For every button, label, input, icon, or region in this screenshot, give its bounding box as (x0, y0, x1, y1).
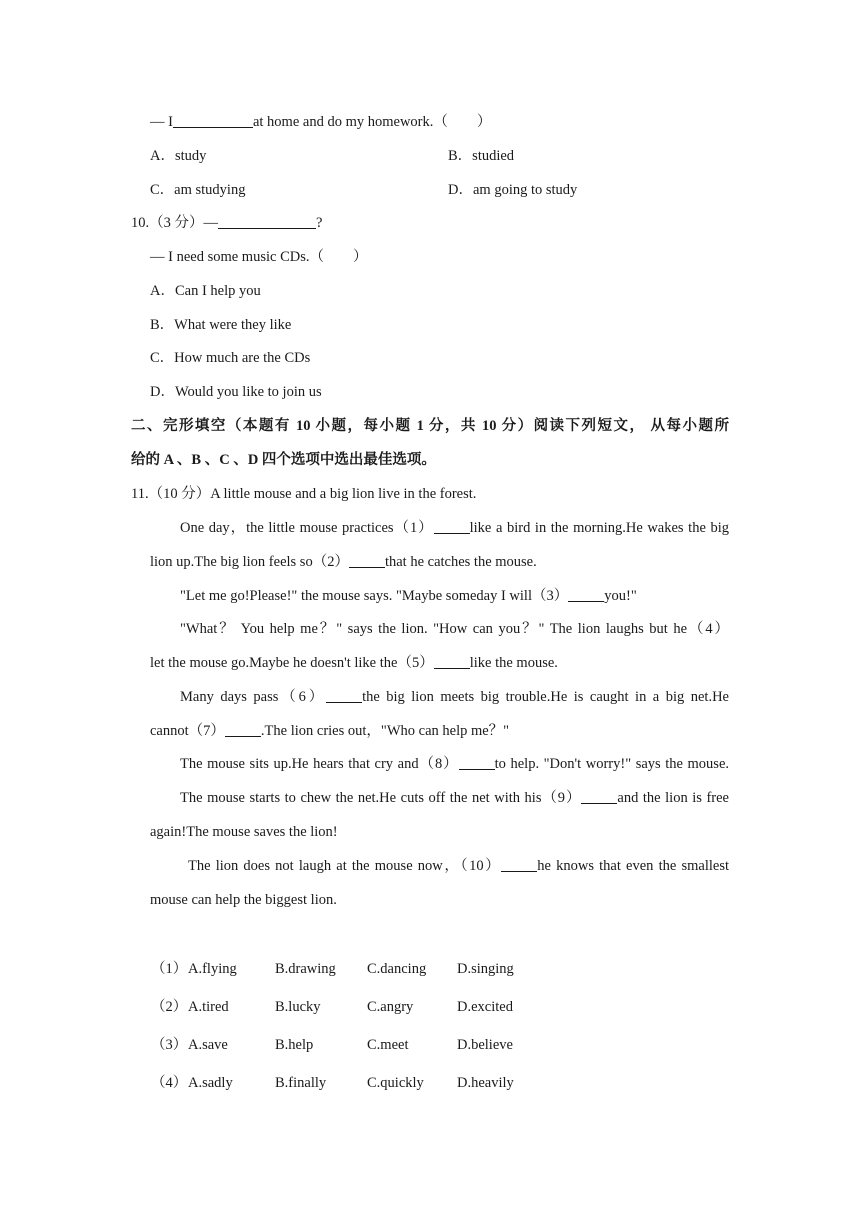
q10-option-b: B．What were they like (150, 317, 292, 333)
q9-option-c: C．am studying (150, 182, 246, 198)
passage-blank-7 (225, 722, 261, 737)
q10-answer-line: — I need some music CDs.（ ） (150, 249, 368, 265)
choice-number: （4） (151, 1075, 188, 1091)
choice-a: A.sadly (188, 1075, 233, 1091)
choice-number: （2） (151, 999, 188, 1015)
choice-d: D.believe (457, 1037, 513, 1053)
section2-heading-line2: 给的 A 、B 、C 、D 四个选项中选出最佳选项。 (131, 452, 436, 468)
choice-c: C.quickly (367, 1075, 424, 1091)
q11-paragraph1-line1: One day，the little mouse practices（1） like a bird in the morning.He wakes the big (180, 520, 729, 536)
choice-a: A.flying (188, 961, 237, 977)
choice-b: B.help (275, 1037, 314, 1053)
choice-number: （1） (151, 961, 188, 977)
passage-blank-2 (349, 553, 385, 568)
choice-number: （3） (151, 1037, 188, 1053)
q11-paragraph3-line2: let the mouse go.Maybe he doesn't like the（5） like the mouse. (150, 655, 558, 671)
choice-c: C.angry (367, 999, 414, 1015)
q10-head: 10.（3 分）— ? (131, 215, 323, 231)
choice-d: D.singing (457, 961, 514, 977)
q9-option-b: B．studied (448, 148, 515, 164)
choice-a: A.save (188, 1037, 228, 1053)
passage-blank-10 (501, 857, 537, 872)
q11-head: 11.（10 分）A little mouse and a big lion live in the forest. (131, 486, 477, 502)
q9-line-suffix: at home and do my homework.（ ） (252, 114, 492, 130)
choice-a: A.tired (188, 999, 229, 1015)
choice-d: D.heavily (457, 1075, 514, 1091)
q10-option-a: A．Can I help you (150, 283, 261, 299)
choice-b: B.finally (275, 1075, 327, 1091)
choice-d: D.excited (457, 999, 513, 1015)
q11-paragraph7-line1: The lion does not laugh at the mouse now，（10） he knows that even the smallest (188, 858, 729, 874)
choice-b: B.lucky (275, 999, 321, 1015)
q9-option-a: A．study (150, 148, 207, 164)
q9-answer-line (150, 112, 491, 132)
passage-blank-9 (581, 789, 617, 804)
q10-blank (218, 214, 316, 229)
q11-paragraph5: The mouse sits up.He hears that cry and（8） to help. "Don't worry!" says the mouse. (180, 756, 730, 772)
q11-paragraph6-line2: again!The mouse saves the lion! (150, 824, 338, 840)
q11-paragraph4-line1: Many days pass（6） the big lion meets big trouble.He is caught in a big net.He (180, 689, 729, 705)
q9-blank (173, 113, 253, 128)
q10-option-d: D．Would you like to join us (150, 384, 322, 400)
q9-option-d: D．am going to study (448, 182, 578, 198)
choice-c: C.dancing (367, 961, 427, 977)
q11-paragraph2: "Let me go!Please!" the mouse says. "Maybe someday I will（3） you!" (180, 588, 637, 604)
passage-blank-3 (568, 587, 604, 602)
q11-paragraph6-line1: The mouse starts to chew the net.He cuts off the net with his（9） and the lion is free (180, 790, 729, 806)
passage-blank-6 (326, 688, 362, 703)
q10-option-c: C．How much are the CDs (150, 350, 311, 366)
q11-paragraph1-line2: lion up.The big lion feels so（2） that he catches the mouse. (150, 554, 537, 570)
passage-blank-5 (434, 654, 470, 669)
q11-paragraph7-line2: mouse can help the biggest lion. (150, 892, 337, 908)
passage-blank-1 (434, 519, 470, 534)
choice-b: B.drawing (275, 961, 336, 977)
q11-paragraph4-line2: cannot（7） .The lion cries out，"Who can help me？" (150, 723, 510, 739)
section2-heading-line1: 二、完形填空（本题有 10 小题，每小题 1 分，共 10 分）阅读下列短文， 从每小题所 (131, 418, 729, 434)
choice-c: C.meet (367, 1037, 409, 1053)
q9-line-prefix: — I (150, 114, 173, 130)
q11-paragraph3-line1: "What？ You help me？" says the lion. "How can you？" The lion laughs but he（4） (180, 621, 729, 637)
passage-blank-8 (459, 755, 495, 770)
